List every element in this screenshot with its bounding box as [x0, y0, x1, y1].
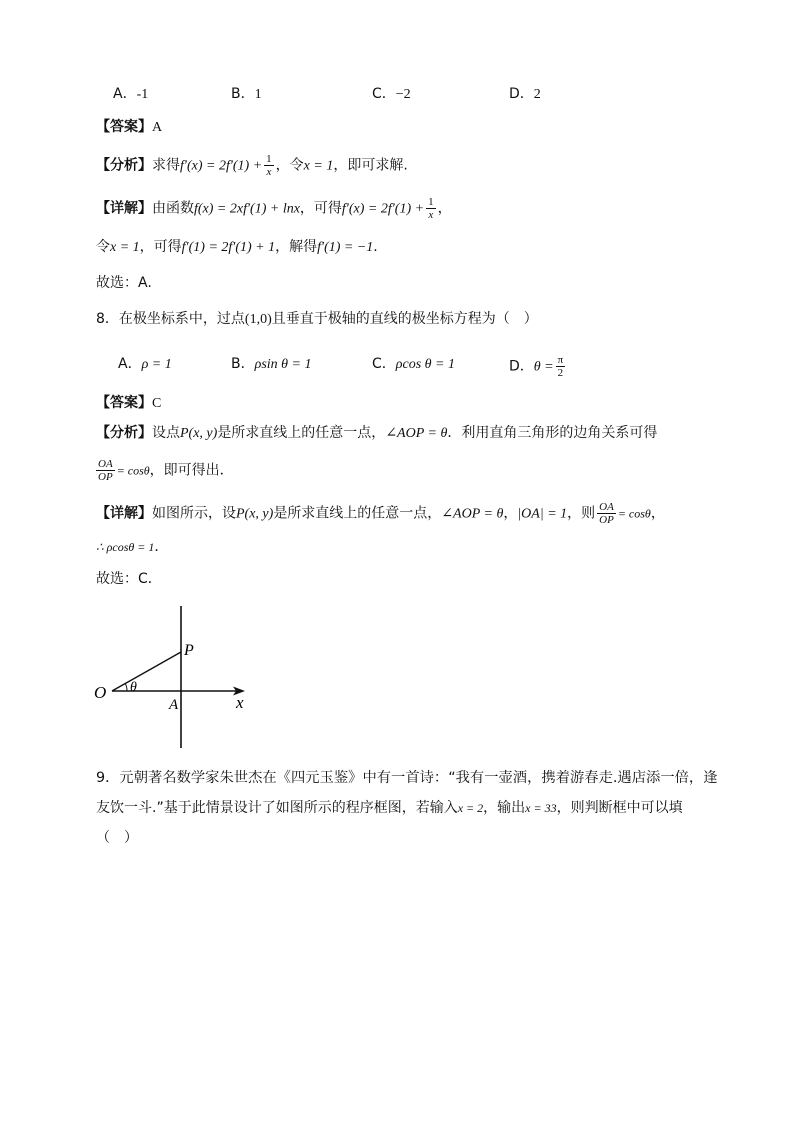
text: ．利用直角三角形的边角关系可得: [447, 425, 658, 441]
math: = cosθ: [617, 506, 651, 521]
math: f′(1) = 2f′(1) + 1: [181, 240, 276, 255]
polar-figure: [90, 600, 260, 752]
option-letter: C．: [372, 86, 396, 102]
text: 是所求直线上的任意一点，: [217, 425, 386, 441]
text: ．: [154, 539, 169, 555]
math: f′(x) = 2f′(1) +: [180, 158, 263, 174]
analysis-tag: 【分析】: [96, 157, 152, 174]
text: ，输出: [483, 800, 526, 816]
analysis-tag: 【分析】: [96, 425, 152, 441]
detail-tag: 【详解】: [96, 505, 152, 522]
text: 求得: [152, 157, 180, 174]
option-b: [231, 84, 262, 105]
fraction-num: 1: [266, 153, 272, 165]
option-value: ρ = 1: [141, 357, 172, 372]
option-value: ρsin θ = 1: [254, 357, 312, 372]
text: ，则判断框中可以填: [556, 800, 683, 816]
answer-tag: 【答案】: [96, 395, 152, 411]
angle-arc: [125, 683, 127, 691]
math: f(x) = 2xf′(1) + lnx: [194, 201, 300, 217]
math: x = 1: [110, 240, 140, 255]
analysis-line-2: [96, 458, 234, 483]
math: P(x, y): [180, 426, 218, 441]
math: x = 33: [525, 801, 557, 815]
option-letter: D．: [509, 358, 534, 375]
math: ∠AOP = θ: [385, 426, 448, 441]
text: 且垂直于极轴的直线的极坐标方程为（ ）: [271, 311, 538, 327]
label-p: P: [184, 642, 194, 659]
option-d: [509, 354, 567, 379]
text: ，令: [275, 157, 304, 174]
text: ，解得: [275, 239, 318, 255]
question-9-stem-line-3: （ ）: [96, 830, 138, 846]
option-value: -1: [136, 87, 149, 102]
math: ∠AOP = θ: [441, 506, 504, 522]
option-c: [372, 354, 455, 375]
option-value: 2: [533, 87, 541, 102]
label-a: A: [169, 697, 179, 713]
option-letter: B．: [231, 86, 255, 102]
analysis-line: [96, 153, 408, 178]
option-a: [118, 354, 172, 375]
option-c: [372, 84, 411, 105]
fraction-num: π: [557, 354, 564, 366]
answer-tag: 【答案】: [96, 119, 152, 135]
text: 是所求直线上的任意一点，: [273, 505, 442, 522]
fraction: [556, 354, 566, 379]
fraction-num: OA: [599, 501, 614, 513]
fraction: [264, 153, 274, 178]
math: (1,0): [244, 312, 272, 327]
math: f′(1) = −1: [317, 240, 374, 255]
text: ，: [437, 200, 452, 217]
answer-value: C: [152, 396, 162, 411]
text: ，: [650, 505, 665, 522]
detail-line: [96, 501, 665, 526]
detail-tag: 【详解】: [96, 200, 152, 217]
text: .: [373, 239, 378, 255]
math: x = 2: [457, 801, 484, 815]
option-letter: A．: [118, 356, 142, 372]
text: 令: [96, 239, 110, 255]
math: |OA| = 1: [517, 506, 568, 522]
detail-line-2: [96, 237, 378, 258]
choose-line: 故选：C．: [96, 571, 162, 587]
fraction-num: OA: [98, 458, 113, 470]
question-9-stem-line-2: [96, 798, 683, 818]
fraction-num: 1: [428, 196, 434, 208]
fraction: [426, 196, 436, 221]
math: = cosθ: [116, 463, 150, 478]
option-value: θ =: [533, 359, 554, 375]
option-b: [231, 354, 312, 375]
label-x: x: [236, 693, 244, 712]
option-letter: B．: [231, 356, 255, 372]
text: 如图所示，设: [152, 505, 236, 522]
text: 设点: [152, 425, 180, 441]
text: 8．在极坐标系中，过点: [96, 311, 245, 327]
text: ，则: [567, 505, 596, 522]
math: ∴ ρcosθ = 1: [96, 540, 155, 554]
fraction-den: OP: [599, 514, 614, 526]
fraction-den: 2: [557, 367, 564, 379]
option-letter: D．: [509, 86, 534, 102]
text: 由函数: [152, 200, 194, 217]
fraction: [597, 501, 616, 526]
detail-line: [96, 196, 452, 221]
option-letter: C．: [372, 356, 396, 372]
analysis-line: [96, 423, 657, 444]
math: P(x, y): [236, 506, 274, 522]
fraction: [96, 458, 115, 483]
text: ，即可得出．: [149, 462, 234, 479]
option-value: ρcos θ = 1: [395, 357, 455, 372]
text: ，即可求解.: [333, 157, 408, 174]
detail-line-2: [96, 537, 168, 557]
fraction-den: OP: [98, 471, 113, 483]
answer-line: [96, 393, 161, 414]
question-9-stem-line-1: 9．元朝著名数学家朱世杰在《四元玉鉴》中有一首诗：“我有一壶酒，携着游春走.遇店添一倍，逢: [96, 770, 718, 786]
label-theta: θ: [130, 680, 137, 695]
option-letter: A．: [113, 86, 137, 102]
text: ，可得: [299, 200, 342, 217]
text: 友饮一斗.”基于此情景设计了如图所示的程序框图，若输入: [96, 800, 458, 816]
option-value: −2: [395, 87, 411, 102]
label-o: O: [94, 683, 107, 702]
option-value: 1: [254, 87, 262, 102]
option-d: [509, 84, 541, 105]
choose-line: 故选：A.: [96, 275, 152, 291]
option-a: [113, 84, 148, 105]
math: x = 1: [303, 158, 334, 174]
fraction-den: x: [428, 209, 434, 221]
fraction-den: x: [266, 166, 272, 178]
text: ，: [503, 505, 518, 522]
math: f′(x) = 2f′(1) +: [341, 201, 425, 217]
answer-value: A: [152, 120, 163, 135]
question-8-stem: [96, 309, 538, 330]
segment-op: [112, 652, 181, 691]
answer-line: [96, 117, 162, 138]
text: ，可得: [139, 239, 182, 255]
